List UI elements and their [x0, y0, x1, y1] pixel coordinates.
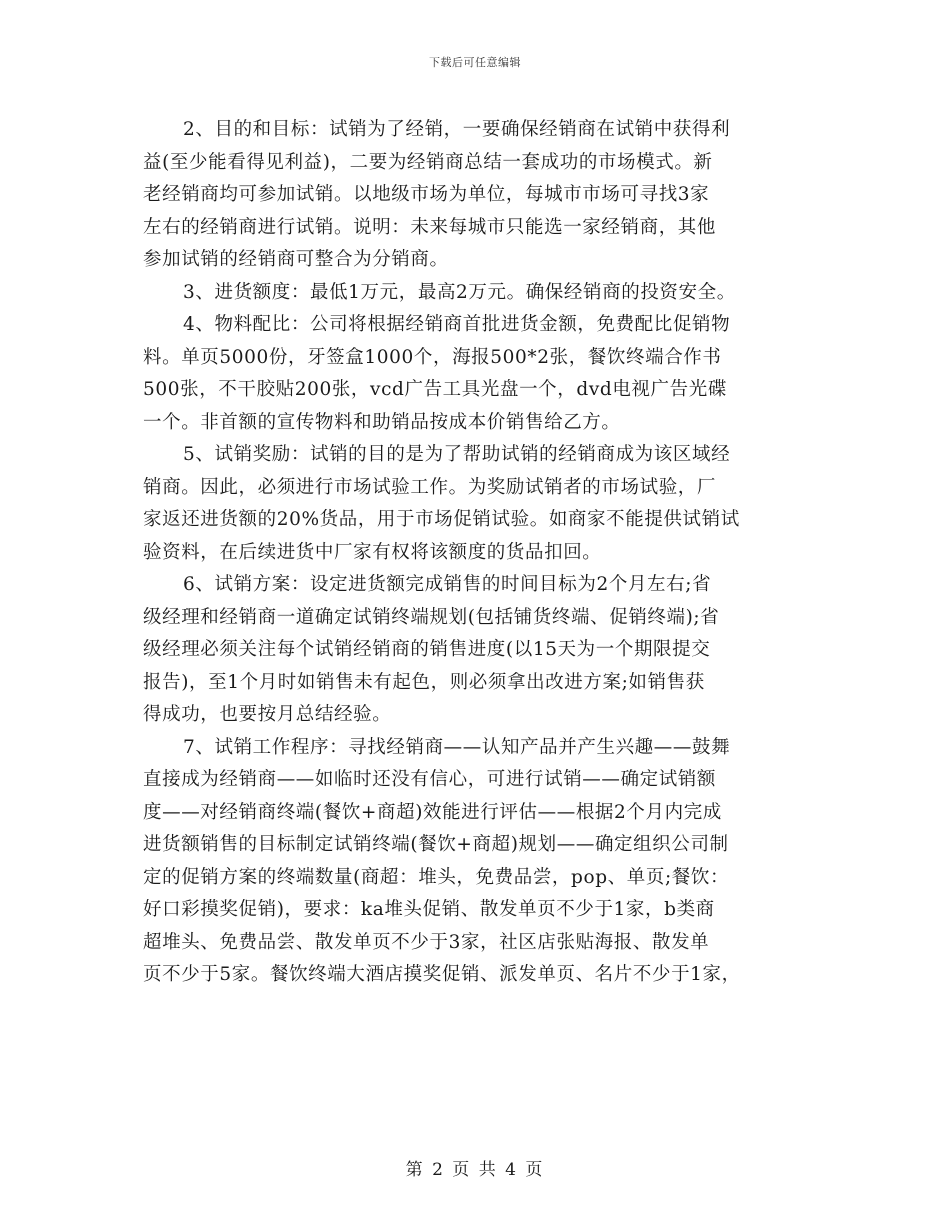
text-line: 得成功，也要按月总结经验。 — [143, 704, 392, 725]
text-line: 进货额销售的目标制定试销终端(餐饮+商超)规划——确定组织公司制 — [143, 834, 729, 855]
paragraph-materials — [143, 309, 823, 439]
text-line: 4、物料配比：公司将根据经销商首批进货金额，免费配比促销物 — [183, 314, 731, 335]
text-line: 5、试销奖励：试销的目的是为了帮助试销的经销商成为该区域经 — [183, 444, 731, 465]
text-line: 好口彩摸奖促销)，要求：ka堆头促销、散发单页不少于1家，b类商 — [143, 899, 715, 920]
text-line: 度——对经销商终端(餐饮+商超)效能进行评估——根据2个月内完成 — [143, 801, 722, 823]
page-header: 下载后可任意编辑 — [429, 56, 521, 69]
document-body — [143, 114, 823, 992]
text-line: 料。单页5000份，牙签盒1000个，海报500*2张，餐饮终端合作书 — [143, 346, 722, 368]
text-line: 定的促销方案的终端数量(商超：堆头，免费品尝，pop、单页;餐饮： — [143, 866, 730, 888]
text-line: 直接成为经销商——如临时还没有信心，可进行试销——确定试销额 — [143, 769, 717, 790]
paragraph-rewards — [143, 439, 823, 569]
text-line: 销商。因此，必须进行市场试验工作。为奖励试销者的市场试验，厂 — [143, 476, 717, 498]
page-number: 第 2 页 共 4 页 — [405, 1160, 545, 1180]
text-line: 益(至少能看得见利益)，二要为经销商总结一套成功的市场模式。新 — [143, 151, 713, 173]
paragraph-plan — [143, 569, 823, 732]
text-line: 级经理必须关注每个试销经销商的销售进度(以15天为一个期限提交 — [143, 639, 711, 660]
text-line: 级经理和经销商一道确定试销终端规划(包括铺货终端、促销终端);省 — [143, 606, 720, 628]
text-line: 6、试销方案：设定进货额完成销售的时间目标为2个月左右;省 — [183, 574, 712, 595]
text-line: 报告)，至1个月时如销售未有起色，则必须拿出改进方案;如销售获 — [143, 671, 705, 693]
text-line: 验资料，在后续进货中厂家有权将该额度的货品扣回。 — [143, 541, 602, 563]
text-line: 500张，不干胶贴200张，vcd广告工具光盘一个，dvd电视广告光碟 — [143, 379, 727, 400]
text-line: 参加试销的经销商可整合为分销商。 — [143, 249, 449, 270]
text-line: 老经销商均可参加试销。以地级市场为单位，每城市市场可寻找3家 — [143, 184, 710, 205]
text-line: 2、目的和目标：试销为了经销，一要确保经销商在试销中获得利 — [183, 119, 731, 140]
text-line: 页不少于5家。餐饮终端大酒店摸奖促销、派发单页、名片不少于1家， — [143, 964, 741, 985]
paragraph-procedure — [143, 732, 823, 992]
paragraph-purpose — [143, 114, 823, 277]
text-line: 一个。非首额的宣传物料和助销品按成本价销售给乙方。 — [143, 411, 621, 433]
paragraph-purchase-amount — [143, 277, 823, 310]
text-line: 7、试销工作程序：寻找经销商——认知产品并产生兴趣——鼓舞 — [183, 736, 731, 758]
text-line: 3、进货额度：最低1万元，最高2万元。确保经销商的投资安全。 — [183, 281, 736, 303]
text-line: 超堆头、免费品尝、散发单页不少于3家，社区店张贴海报、散发单 — [143, 931, 710, 953]
text-line: 左右的经销商进行试销。说明：未来每城市只能选一家经销商，其他 — [143, 216, 717, 238]
text-line: 家返还进货额的20%货品，用于市场促销试验。如商家不能提供试销试 — [143, 509, 740, 530]
